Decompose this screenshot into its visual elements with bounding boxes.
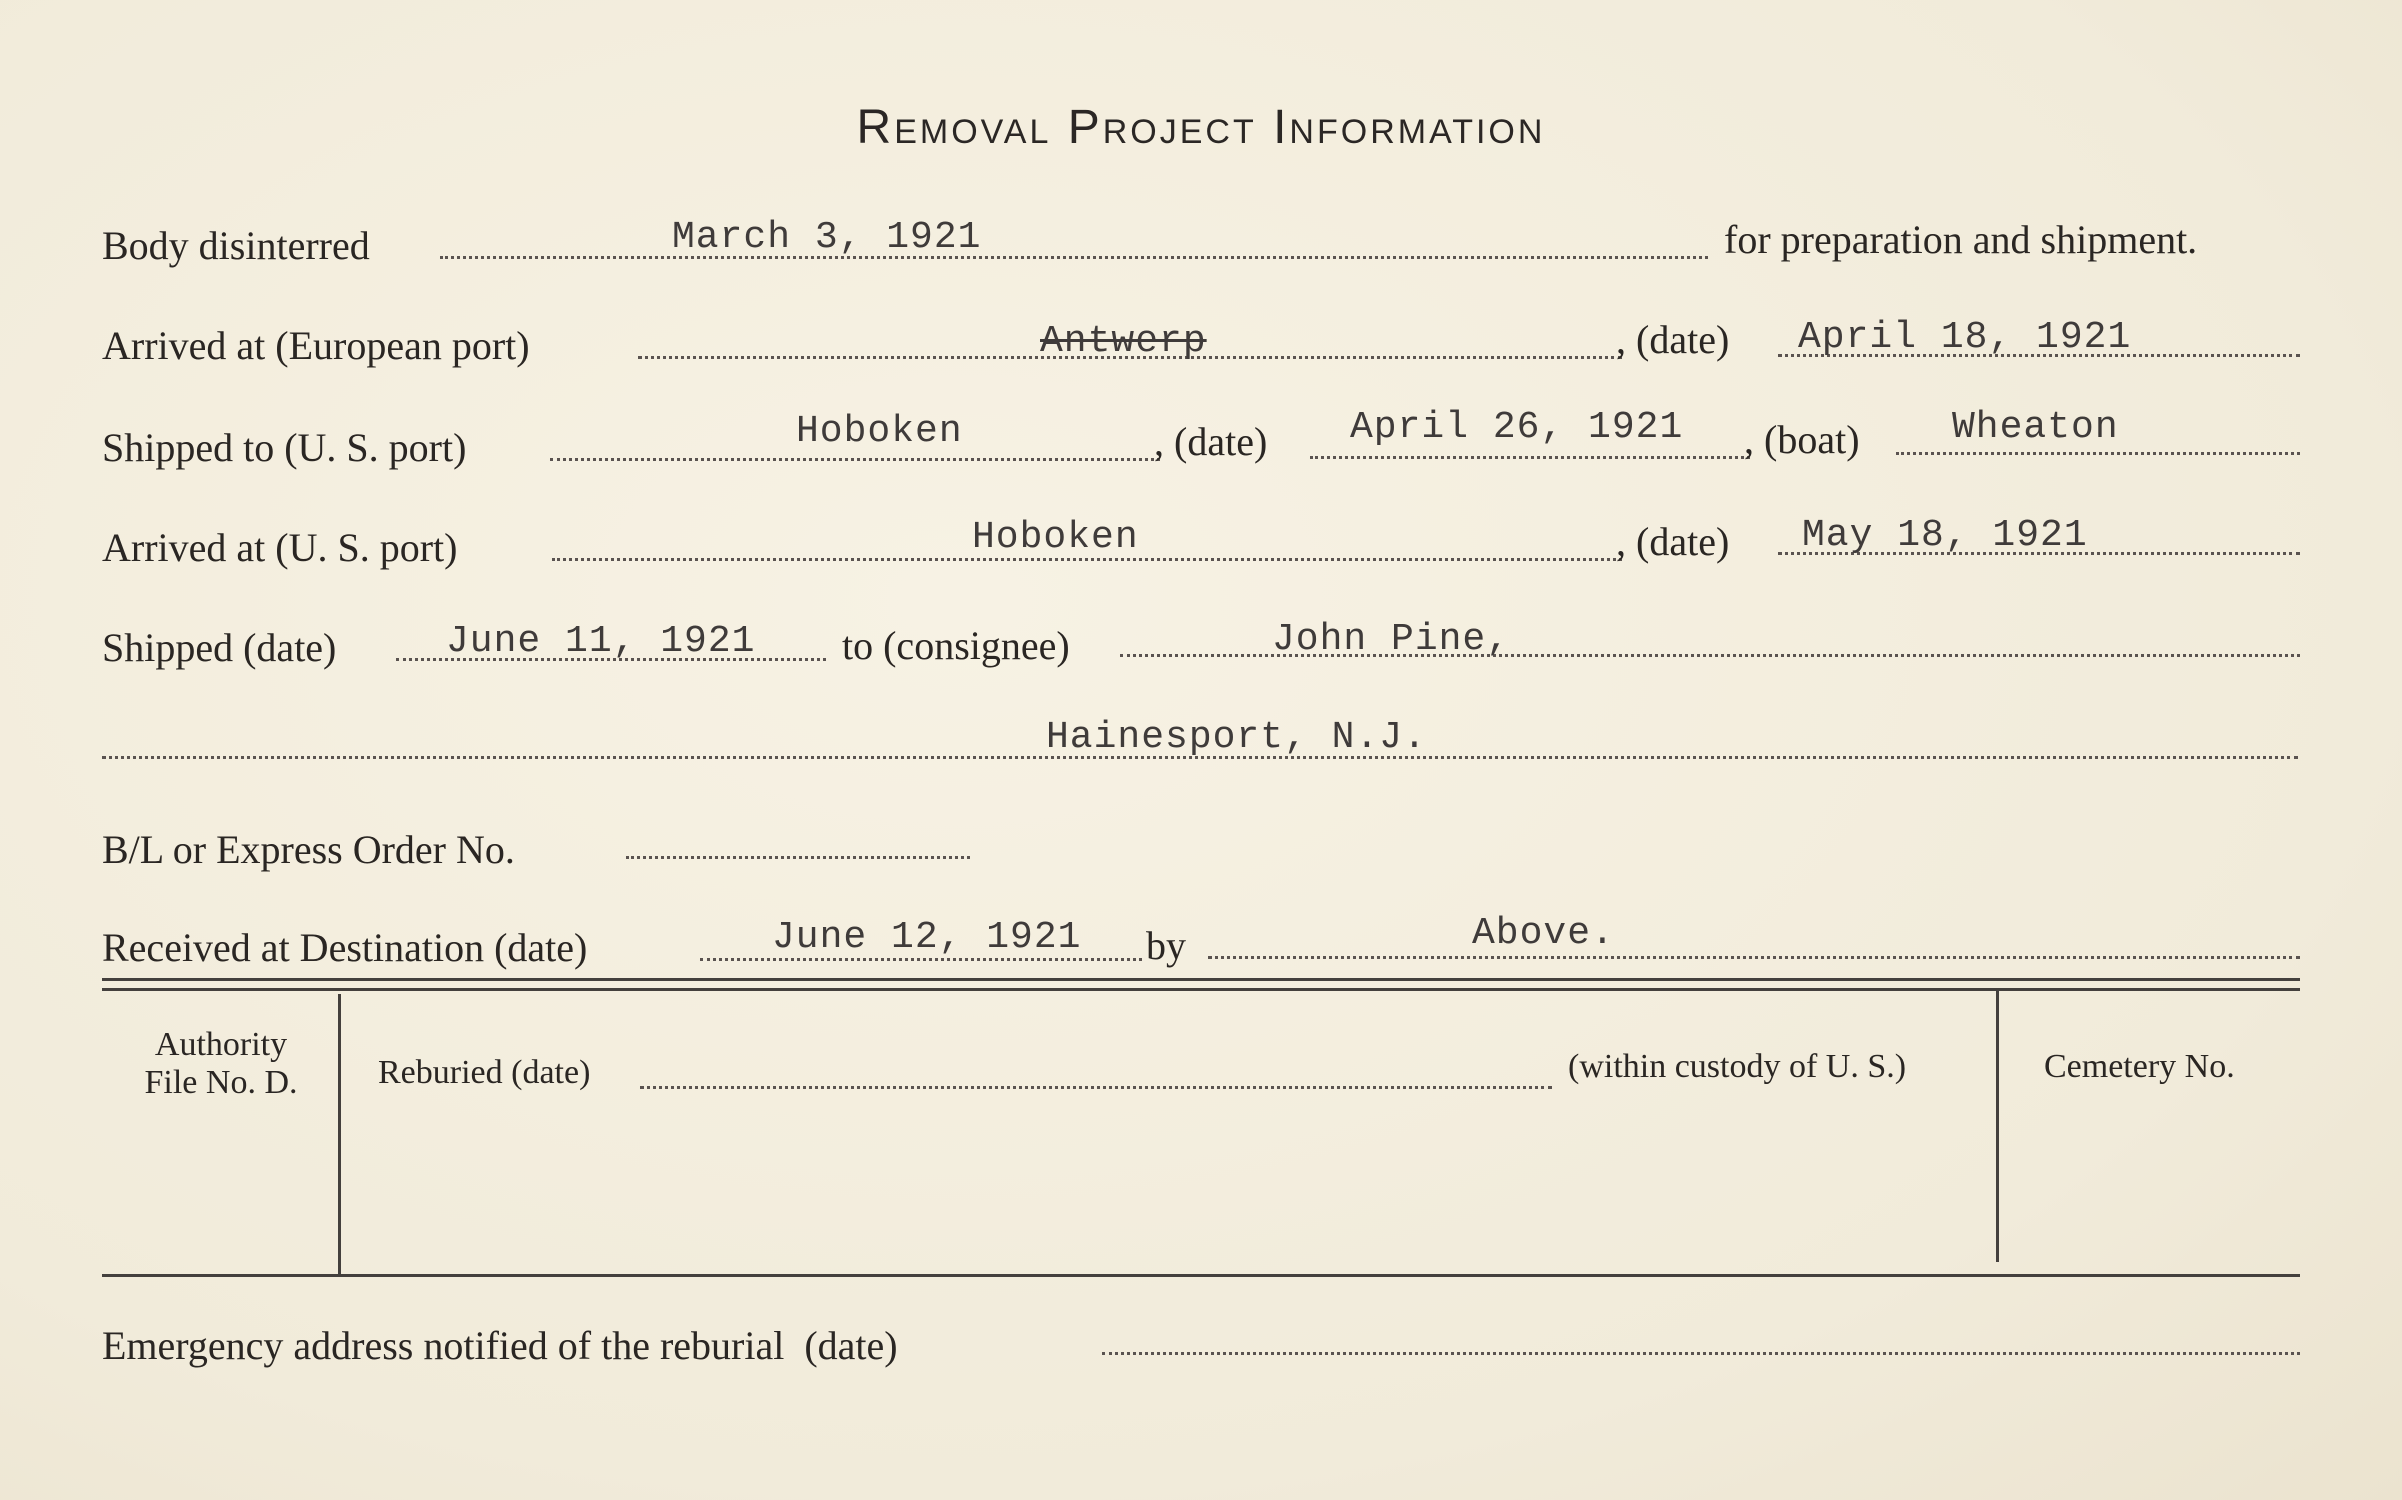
shipped-us-boat-line [1896, 452, 2300, 455]
body-disinterred-line [440, 256, 1708, 259]
arrived-us-date-label: , (date) [1616, 519, 1730, 564]
cemetery-label: Cemetery No. [2044, 1048, 2235, 1085]
authority-label-line-2: File No. D. [144, 1064, 298, 1101]
shipped-us-boat-value: Wheaton [1952, 406, 2119, 449]
received-by-line [1208, 956, 2300, 959]
shipped-date-label: Shipped (date) [102, 625, 337, 670]
arrived-european-date-label: , (date) [1616, 317, 1730, 362]
shipped-us-value: Hoboken [796, 410, 963, 453]
arrived-us-date-value: May 18, 1921 [1802, 514, 2088, 557]
body-disinterred-value: March 3, 1921 [672, 216, 982, 259]
shipped-us-boat-label: , (boat) [1744, 417, 1860, 462]
emergency-line [1102, 1352, 2300, 1355]
shipped-us-date-value: April 26, 1921 [1350, 406, 1684, 449]
consignee-value: John Pine, [1272, 618, 1511, 661]
shipped-us-line [550, 458, 1160, 461]
arrived-european-label: Arrived at (European port) [102, 323, 530, 368]
shipped-us-date-label: , (date) [1154, 419, 1268, 464]
table-top-rule [102, 978, 2300, 981]
shipped-us-date-line [1310, 456, 1750, 459]
emergency-label: Emergency address notified of the reburial (date) [102, 1323, 898, 1368]
shipped-date-value: June 11, 1921 [446, 620, 756, 663]
body-disinterred-label: Body disinterred [102, 223, 370, 268]
bl-order-label: B/L or Express Order No. [102, 827, 515, 872]
arrived-us-label: Arrived at (U. S. port) [102, 525, 458, 570]
bl-order-line [626, 856, 970, 859]
table-divider-left [338, 994, 341, 1274]
table-divider-right [1996, 990, 1999, 1262]
received-by-label: by [1146, 923, 1186, 968]
authority-label-line-1: Authority [154, 1026, 288, 1063]
table-bottom-rule [102, 1274, 2300, 1277]
table-top-rule-inner [102, 988, 2300, 991]
consignee-address-value: Hainesport, N.J. [1046, 716, 1427, 759]
card-title: Removal Project Information [856, 101, 1546, 154]
body-disinterred-suffix: for preparation and shipment. [1724, 217, 2198, 262]
reburied-label: Reburied (date) [378, 1054, 591, 1091]
authority-label [106, 1026, 336, 1102]
shipped-us-label: Shipped to (U. S. port) [102, 425, 467, 470]
reburied-line [640, 1086, 1552, 1089]
received-by-value: Above. [1472, 912, 1615, 955]
arrived-european-date-value: April 18, 1921 [1798, 316, 2132, 359]
received-label: Received at Destination (date) [102, 925, 588, 970]
consignee-label: to (consignee) [842, 623, 1070, 668]
custody-label: (within custody of U. S.) [1568, 1048, 1907, 1085]
arrived-us-value: Hoboken [972, 516, 1139, 559]
received-value: June 12, 1921 [772, 916, 1082, 959]
arrived-european-value: Antwerp [1040, 320, 1207, 363]
